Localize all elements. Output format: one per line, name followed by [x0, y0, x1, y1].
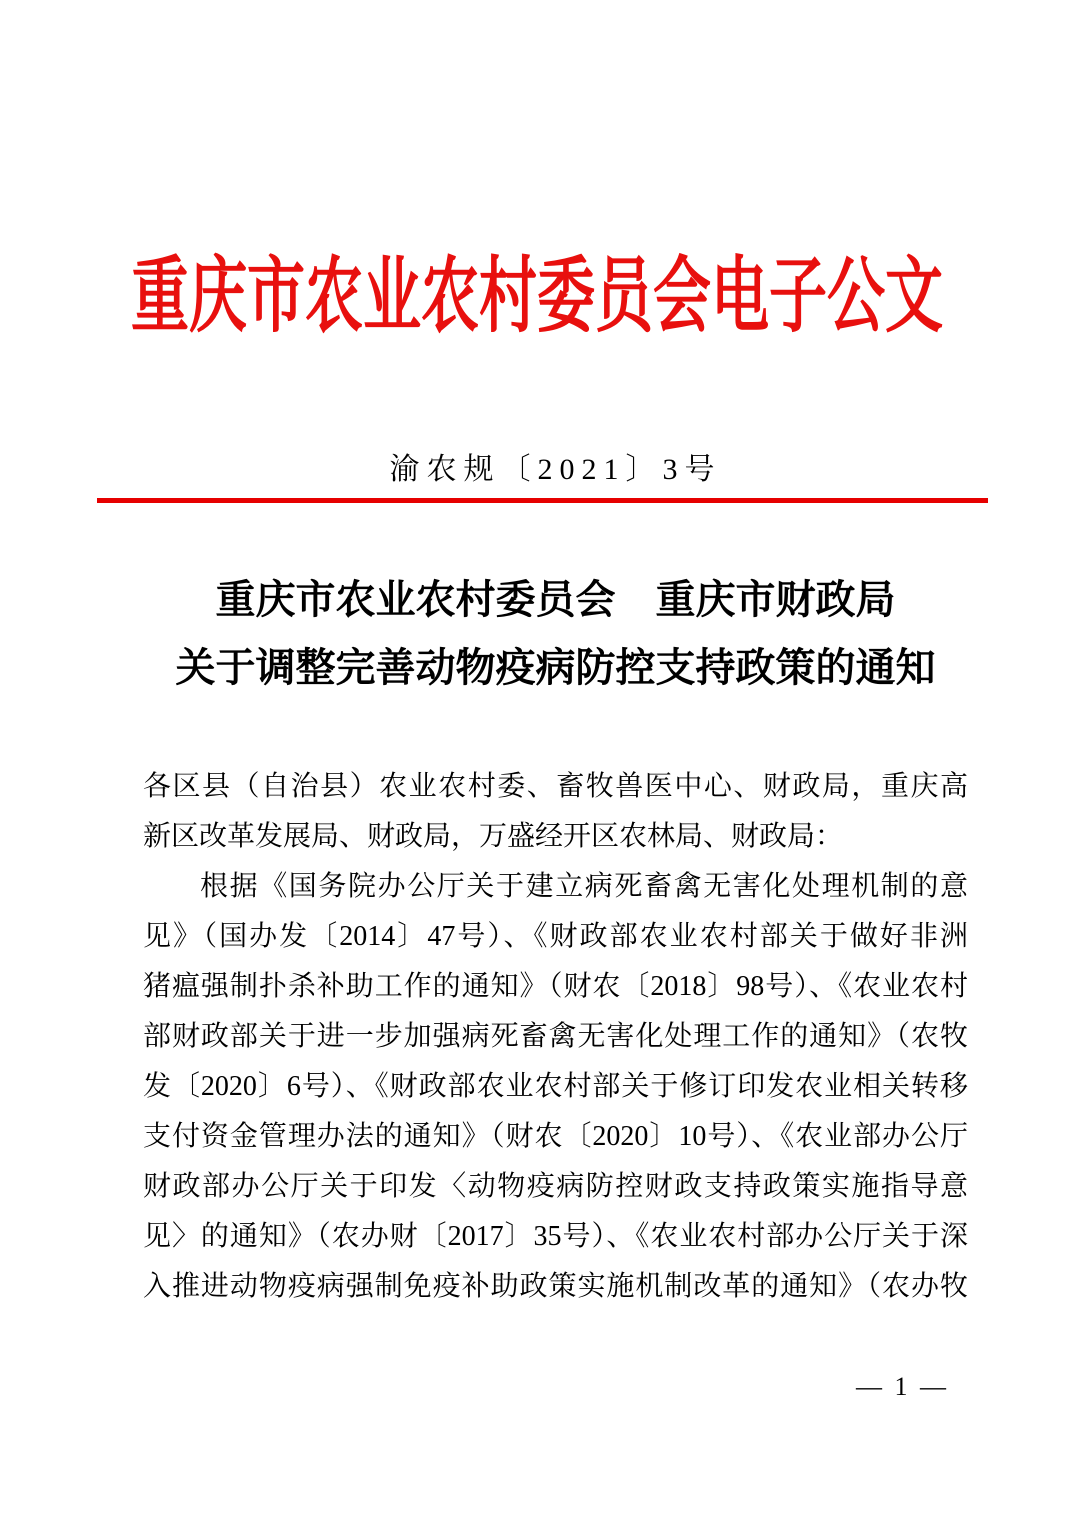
document-reference-number: 渝农规〔2021〕3号 [389, 453, 722, 486]
body-line: 见》（国办发〔2014〕47号）、《财政部农业农村部关于做好非洲 [143, 921, 968, 952]
body-line: 见〉的通知》（农办财〔2017〕35号）、《农业农村部办公厅关于深 [143, 1221, 968, 1252]
document-title [143, 566, 968, 702]
title-line-subject: 关于调整完善动物疫病防控支持政策的通知 [175, 645, 936, 690]
body-line: 入推进动物疫病强制免疫补助政策实施机制改革的通知》（农办牧 [143, 1271, 968, 1302]
page-number: — 1 — [856, 1372, 949, 1401]
body-line: 部财政部关于进一步加强病死畜禽无害化处理工作的通知》（农牧 [143, 1021, 968, 1052]
body-line: 猪瘟强制扑杀补助工作的通知》（财农〔2018〕98号）、《农业农村 [143, 971, 968, 1002]
body-line: 根据《国务院办公厅关于建立病死畜禽无害化处理机制的意 [200, 871, 968, 902]
red-divider-line [97, 498, 988, 503]
agency-banner-title: 重庆市农业农村委员会电子公文 [130, 250, 943, 343]
body-line: 支付资金管理办法的通知》（财农〔2020〕10号）、《农业部办公厅 [143, 1121, 968, 1152]
document-body [143, 762, 968, 1312]
title-line-issuers: 重庆市农业农村委员会 重庆市财政局 [215, 577, 896, 622]
body-line: 发〔2020〕6号）、《财政部农业农村部关于修订印发农业相关转移 [143, 1071, 968, 1102]
body-line: 新区改革发展局、财政局，万盛经开区农林局、财政局： [143, 821, 844, 852]
body-line: 财政部办公厅关于印发〈动物疫病防控财政支持政策实施指导意 [143, 1171, 968, 1202]
body-line: 各区县（自治县）农业农村委、畜牧兽医中心、财政局，重庆高 [143, 771, 968, 802]
